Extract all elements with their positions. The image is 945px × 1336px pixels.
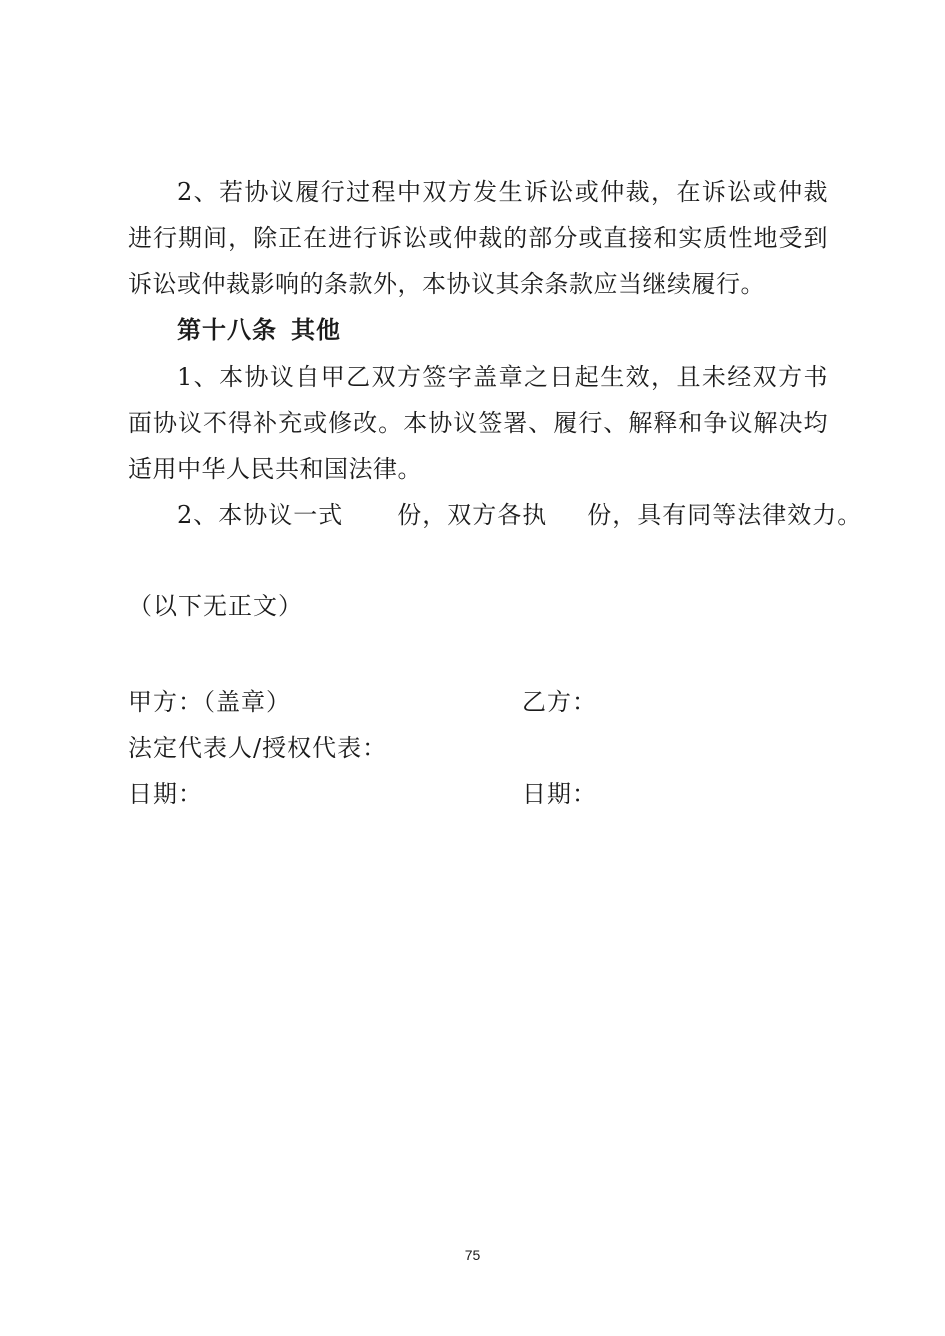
party-a-seal-label: 甲方：（盖章） xyxy=(128,688,291,716)
article18-heading-title: 其他 xyxy=(291,315,341,344)
article18-heading xyxy=(177,314,341,346)
article17-para2-line3: 诉讼或仲裁影响的条款外，本协议其余条款应当继续履行。 xyxy=(128,270,765,298)
article17-para2-line1: 2、若协议履行过程中双方发生诉讼或仲裁，在诉讼或仲裁 xyxy=(177,178,828,206)
article18-heading-number: 第十八条 xyxy=(177,315,277,344)
article18-para2-part3: 份，具有同等法律效力。 xyxy=(587,501,863,529)
page-number: 75 xyxy=(464,1247,481,1263)
article18-para2-part2: 份，双方各执 xyxy=(397,501,548,529)
article17-para2-line2: 进行期间，除正在进行诉讼或仲裁的部分或直接和实质性地受到 xyxy=(128,224,828,252)
article18-para1-line1: 1、本协议自甲乙双方签字盖章之日起生效，且未经双方书 xyxy=(177,363,828,391)
no-more-text-note: （以下无正文） xyxy=(128,592,303,620)
article18-para2-part1: 2、本协议一式 xyxy=(177,501,344,529)
article18-para2 xyxy=(177,499,862,531)
representative-label: 法定代表人/授权代表： xyxy=(128,734,388,762)
party-b-label: 乙方： xyxy=(522,688,597,716)
party-b-date-label: 日期： xyxy=(522,780,597,808)
article18-para1-line2: 面协议不得补充或修改。本协议签署、履行、解释和争议解决均 xyxy=(128,409,828,437)
party-a-date-label: 日期： xyxy=(128,780,203,808)
article18-para1-line3: 适用中华人民共和国法律。 xyxy=(128,455,422,483)
